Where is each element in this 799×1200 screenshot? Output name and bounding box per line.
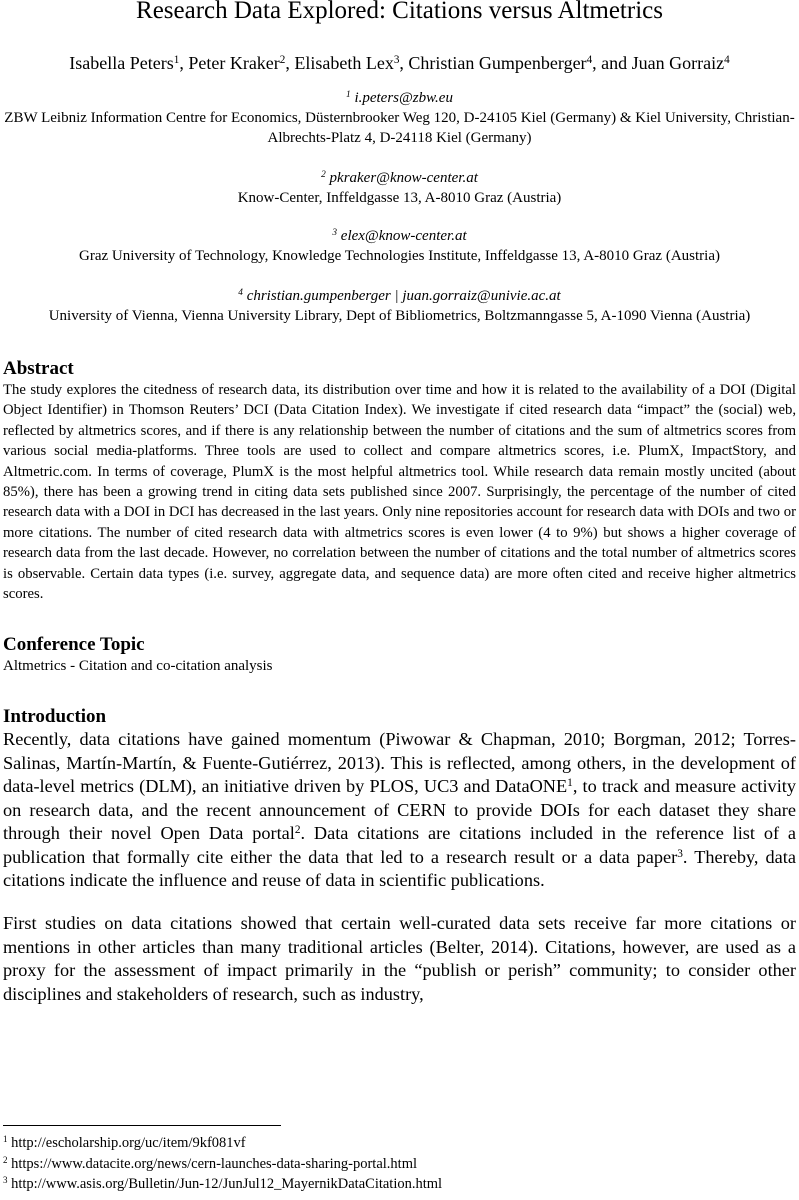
introduction-heading: Introduction: [3, 706, 107, 728]
affiliation-address: Graz University of Technology, Knowledge Technologies Institute, Inffeldgasse 13, A-8010 Graz (Austria): [79, 248, 720, 264]
footnotes: [3, 1133, 442, 1195]
footnote-ref: 3: [677, 847, 683, 860]
affiliation-1: [3, 88, 796, 148]
affiliation-email: $^2$ pkraker@know-center.at: [321, 169, 478, 186]
author: Juan Gorraiz$^4$: [631, 53, 730, 73]
introduction-paragraph-1: Recently, data citations have gained momentum (Piwowar & Chapman, 2010; Borgman, 2012; Torres-Salinas, Martín-Martín, & Fuente-Gutiérrez, 2013). This is reflected, among others, in the development of data-level metrics (DLM), an initiative driven by PLOS, UC3 and DataONE$^1$, to track and measure activity on research data, and the recent announcement of CERN to provide DOIs for each dataset they share through their novel Open Data portal$^2$. Data citations are citations included in the reference list of a publication that formally cite either the data that led to a research result or a data paper$^3$. Thereby, data citations indicate the influence and reuse of data in scientific publications.: [3, 729, 797, 890]
footnote: $^3$ http://www.asis.org/Bulletin/Jun-12/JunJul12_MayernikDataCitation.html: [3, 1175, 443, 1193]
author: Elisabeth Lex$^3$,: [294, 53, 409, 73]
affiliation-address: University of Vienna, Vienna University Library, Dept of Bibliometrics, Boltzmanngasse 5, A-1090 Vienna (Austria): [48, 308, 751, 324]
footnote-divider: [3, 1125, 281, 1126]
affiliation-address: ZBW Leibniz Information Centre for Economics, Düsternbrooker Weg 120, D-24105 Kiel (Germany) & Kiel University, Christian-Albrechts-Platz 4, D-24118 Kiel (Germany): [4, 110, 795, 146]
affiliation-4: [3, 286, 796, 326]
author-list: [3, 52, 796, 74]
conference-topic-heading: Conference Topic: [3, 634, 145, 656]
abstract-text: The study explores the citedness of research data, its distribution over time and how it is related to the availability of a DOI (Digital Object Identifier) in Thomson Reuters’ DCI (Data Citation Index). We investigate if cited research data “impact” the (social) web, reflected by altmetrics scores, and if there is any relationship between the number of citations and the sum of altmetrics scores from various social media-platforms. Three tools are used to collect and compare altmetrics scores, i.e. PlumX, ImpactStory, and Altmetric.com. In terms of coverage, PlumX is the most helpful altmetrics tool. While research data remain mostly uncited (about 85%), there has been a growing trend in citing data sets published since 2007. Surprisingly, the percentage of the number of cited research data with a DOI in DCI has decreased in the last years. Only nine repositories account for research data with DOIs and two or more citations. The number of cited research data with altmetrics scores is even lower (4 to 9%) but shows a higher coverage of research data from the last decade. However, no correlation between the number of citations and the total number of altmetrics scores is observable. Certain data types (i.e. survey, aggregate data, and sequence data) are more often cited and receive higher altmetrics scores.: [3, 382, 796, 603]
abstract-heading: Abstract: [3, 358, 74, 379]
author: Peter Kraker$^2$,: [188, 53, 295, 73]
author: Isabella Peters$^1$,: [69, 53, 189, 73]
conference-topic-text: Altmetrics - Citation and co-citation analysis: [3, 658, 273, 675]
affiliation-3: [3, 226, 796, 266]
affiliation-address: Know-Center, Inffeldgasse 13, A-8010 Graz (Austria): [237, 190, 562, 206]
affiliation-email: $^3$ elex@know-center.at: [332, 227, 467, 244]
introduction-paragraph-2: First studies on data citations showed that certain well-curated data sets receive far more citations or mentions in other articles than many traditional articles (Belter, 2014). Citations, however, are used as a proxy for the assessment of impact primarily in the “publish or perish” community; to consider other disciplines and stakeholders of research, such as industry,: [3, 913, 796, 1004]
affiliation-email: $^4$ christian.gumpenberger | juan.gorraiz@univie.ac.at: [238, 287, 561, 304]
author: Christian Gumpenberger$^4$, and: [408, 53, 632, 73]
footnote: $^1$ http://escholarship.org/uc/item/9kf081vf: [3, 1134, 246, 1151]
footnote-ref: 1: [567, 777, 573, 790]
paper-title: Research Data Explored: Citations versus Altmetrics: [136, 0, 663, 24]
footnote-ref: 2: [294, 823, 301, 836]
affiliation-2: [3, 168, 796, 208]
footnote: $^2$ https://www.datacite.org/news/cern-launches-data-sharing-portal.html: [3, 1154, 417, 1172]
affiliation-email: $^1$ i.peters@zbw.eu: [346, 89, 453, 106]
